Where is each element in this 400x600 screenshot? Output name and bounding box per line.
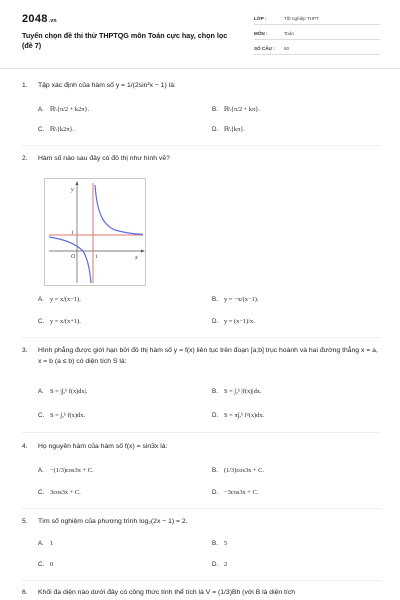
meta-mon-key: MÔN : bbox=[254, 31, 268, 36]
option-b[interactable]: B. y = −x/(x−1). bbox=[212, 296, 259, 303]
meta-mon-row bbox=[254, 28, 380, 40]
document-header bbox=[0, 0, 400, 66]
function-graph bbox=[44, 178, 146, 286]
x-axis-arrow bbox=[141, 250, 145, 253]
question-number: 4. bbox=[22, 443, 28, 450]
question-number: 2. bbox=[22, 155, 28, 162]
y-axis-arrow bbox=[76, 181, 79, 185]
option-d[interactable]: D. S = π∫ₐᵇ f²(x)dx. bbox=[212, 412, 265, 419]
origin-label: O bbox=[71, 254, 76, 260]
option-c[interactable]: C. S = ∫ₐᵇ f(x)dx. bbox=[38, 412, 85, 419]
option-b[interactable]: B. (1/3)cos3x + C. bbox=[212, 467, 264, 474]
y-tick-one: 1 bbox=[71, 230, 74, 236]
option-a[interactable]: A. −(1/3)cos3x + C. bbox=[38, 467, 94, 474]
option-c[interactable]: C. y = x/(x+1). bbox=[38, 318, 81, 325]
meta-socau-row bbox=[254, 43, 380, 55]
option-c[interactable]: C. 3cos3x + C. bbox=[38, 489, 81, 496]
option-c[interactable]: C. 0 bbox=[38, 561, 54, 568]
option-d[interactable]: D. −3cos3x + C. bbox=[212, 489, 259, 496]
question-number: 3. bbox=[22, 347, 28, 354]
meta-socau-value: 50 bbox=[284, 46, 290, 51]
meta-lop-row bbox=[254, 13, 380, 25]
graph-svg bbox=[45, 179, 147, 287]
curve-left-branch bbox=[49, 237, 91, 283]
question-number: 1. bbox=[22, 82, 28, 89]
question-text: Tìm số nghiệm của phương trình log₂(2x − 1) = 2. bbox=[38, 518, 188, 525]
curve-right-branch bbox=[95, 185, 143, 235]
option-d[interactable]: D. ℝ\{kπ}. bbox=[212, 126, 245, 133]
question-separator bbox=[22, 337, 382, 338]
option-b[interactable]: B. S = ∫ₐᵇ |f(x)|dx. bbox=[212, 388, 262, 395]
option-c[interactable]: C. ℝ\{k2π}. bbox=[38, 126, 75, 133]
question-number: 6. bbox=[22, 589, 28, 596]
option-d[interactable]: D. y = (x−1)/x. bbox=[212, 318, 255, 325]
option-a[interactable]: A. 1 bbox=[38, 540, 54, 547]
option-b[interactable]: B. ℝ\{π/2 + kπ}. bbox=[212, 106, 260, 113]
question-separator bbox=[22, 432, 382, 433]
meta-socau-key: SỐ CÂU : bbox=[254, 46, 275, 51]
question-text: Tập xác định của hàm số y = 1/(2sin²x − 1) là: bbox=[38, 82, 176, 89]
question-text: Hàm số nào sau đây có đồ thị như hình vẽ? bbox=[38, 155, 170, 162]
question-text: Hình phẳng được giới hạn bởi đồ thị hàm số y = f(x) liên tục trên đoạn [a;b] trục hoành và hai đường thẳng x = a, x = b (a ≤ b) có diện tích S là: bbox=[38, 347, 378, 365]
site-logo[interactable]: 2048.vn bbox=[22, 13, 57, 25]
option-a[interactable]: A. S = |∫ₐᵇ f(x)dx|. bbox=[38, 388, 88, 395]
y-axis-label: y bbox=[71, 187, 74, 193]
question-number: 5. bbox=[22, 518, 28, 525]
meta-mon-value: Toán bbox=[284, 31, 294, 36]
x-tick-one: 1 bbox=[95, 254, 98, 260]
meta-lop-value: Tốt nghiệp THPT bbox=[284, 16, 319, 21]
option-a[interactable]: A. y = x/(x−1). bbox=[38, 296, 81, 303]
question-separator bbox=[22, 580, 382, 581]
option-a[interactable]: A. ℝ\{π/2 + k2π}. bbox=[38, 106, 90, 113]
document-title: Tuyển chọn đề thi thử THPTQG môn Toán cực hay, chọn lọc (đề 7) bbox=[22, 31, 228, 50]
x-axis-label: x bbox=[135, 255, 138, 261]
question-text: Họ nguyên hàm của hàm số f(x) = sin3x là: bbox=[38, 443, 168, 450]
question-separator bbox=[22, 508, 382, 509]
header-divider bbox=[0, 68, 400, 69]
option-d[interactable]: D. 2 bbox=[212, 561, 228, 568]
question-separator bbox=[22, 145, 382, 146]
meta-lop-key: LỚP : bbox=[254, 16, 267, 21]
question-text: Khối đa diện nào dưới đây có công thức tính thể tích là V = (1/3)Bh (với B là diện tích bbox=[38, 589, 295, 596]
option-b[interactable]: B. 5 bbox=[212, 540, 228, 547]
